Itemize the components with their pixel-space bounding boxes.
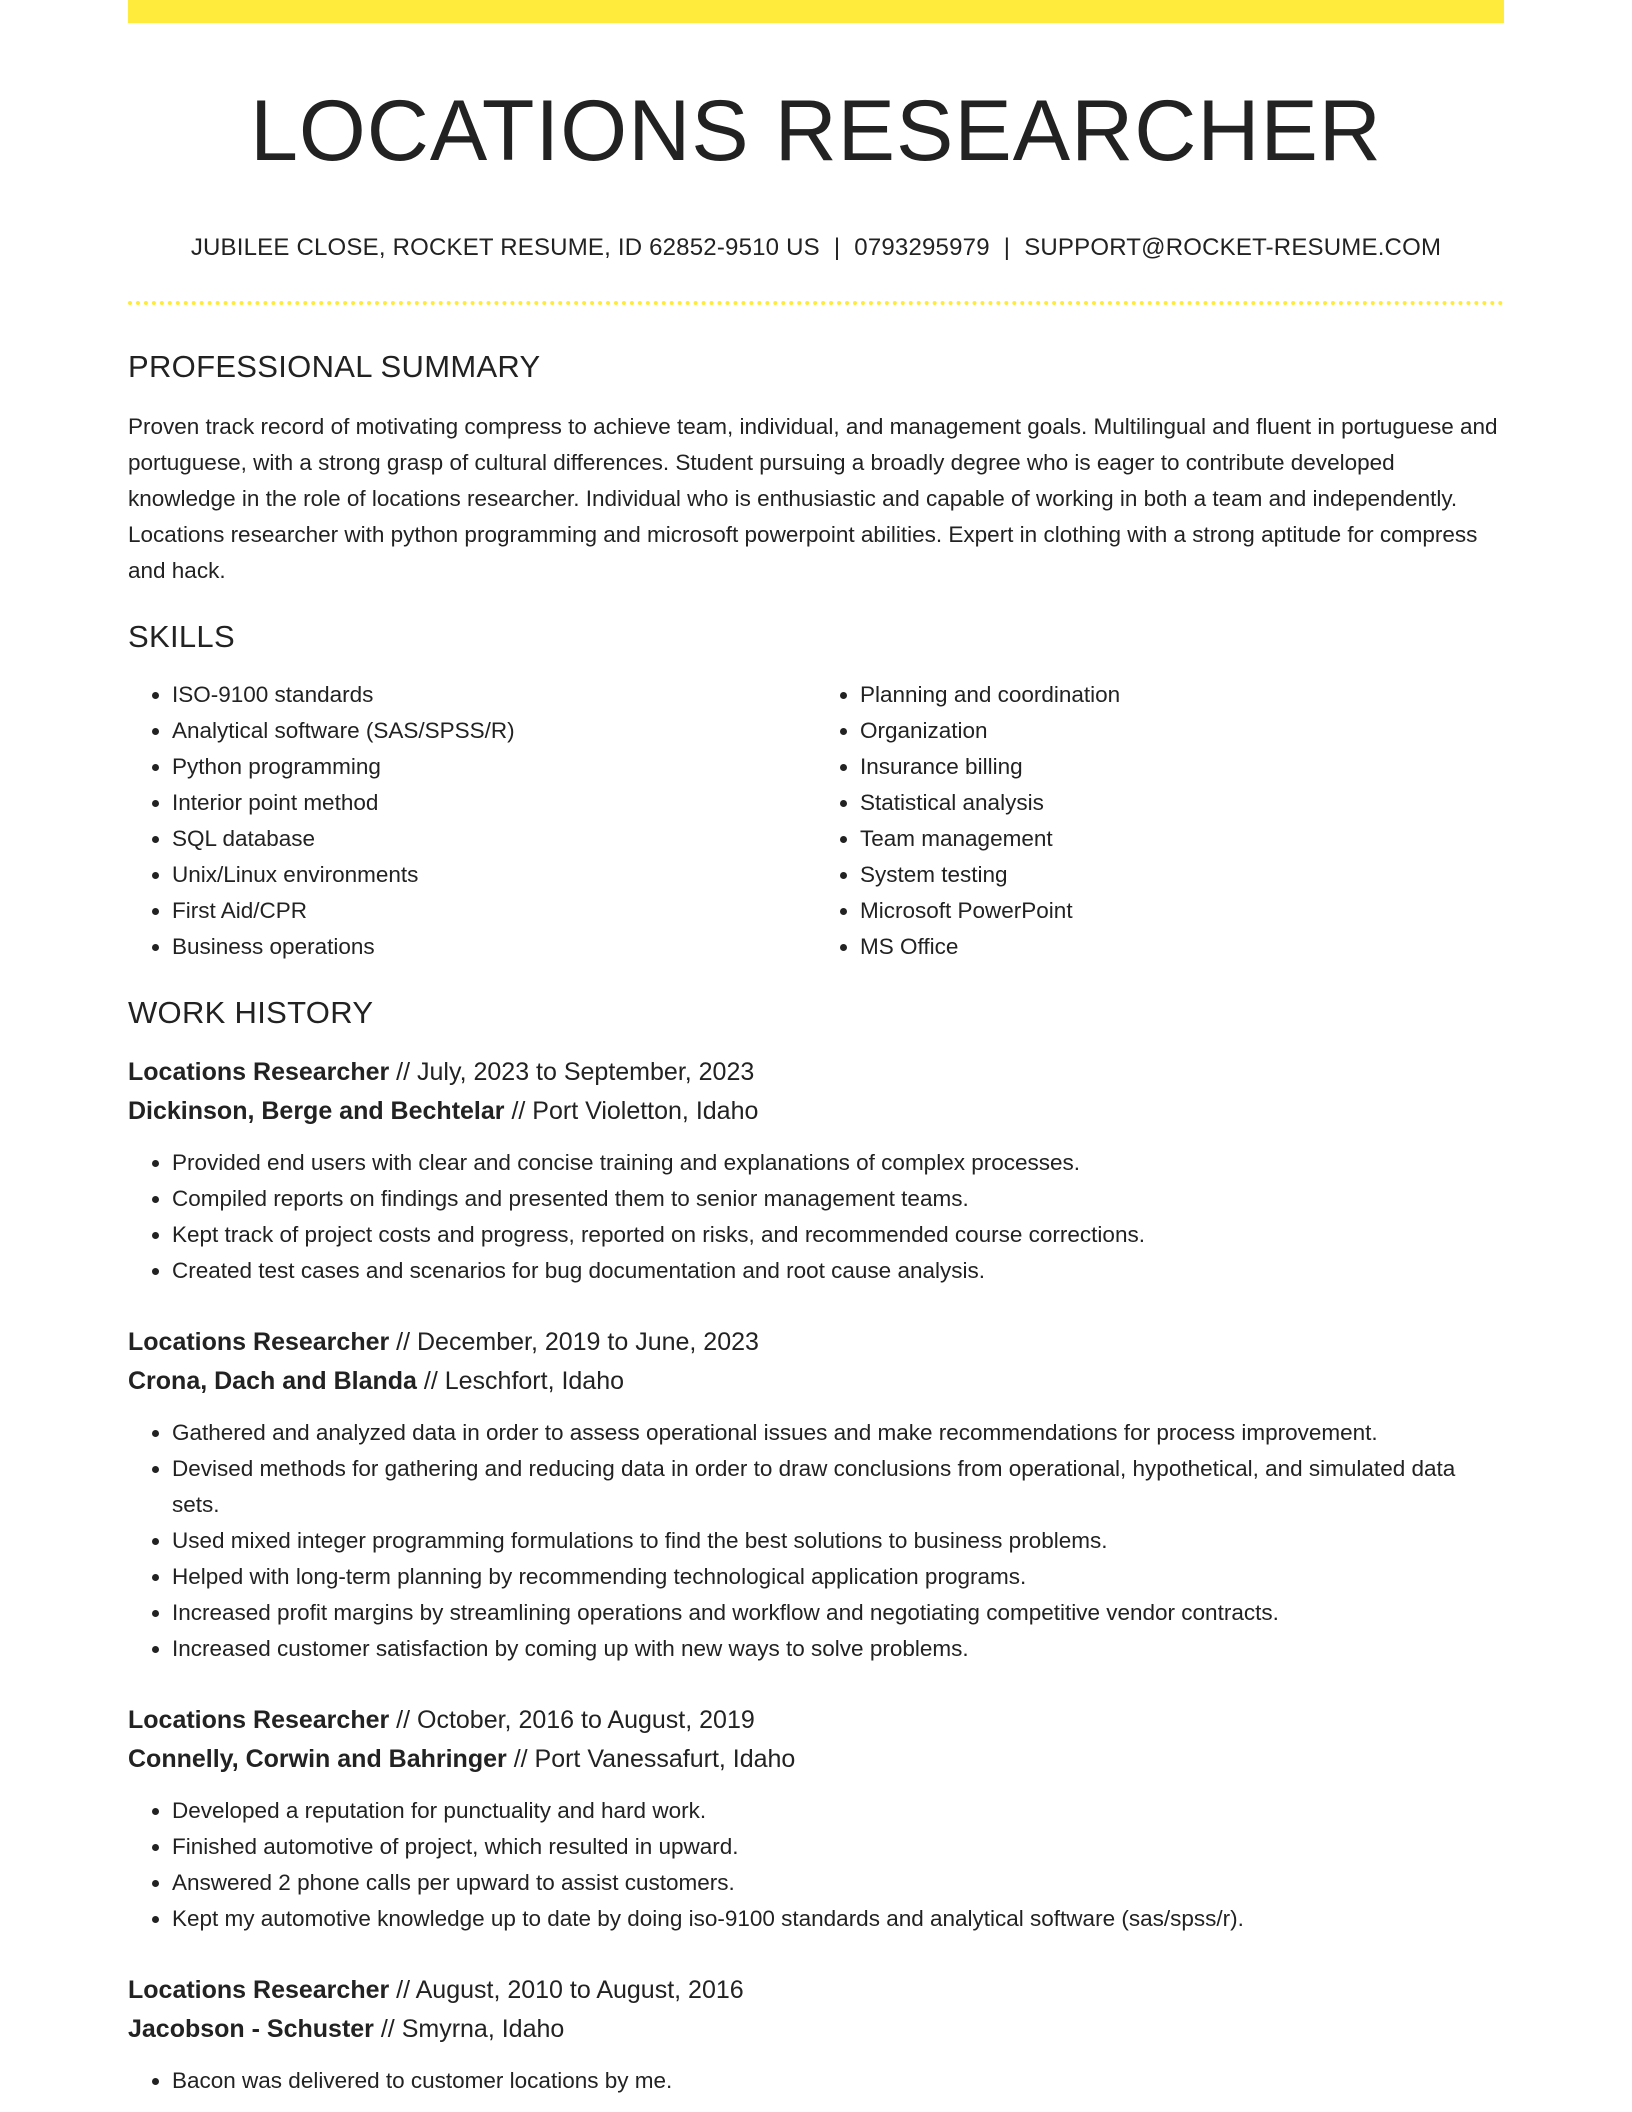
- job-bullet: • Used mixed integer programming formulations to find the best solutions to business problems.: [172, 1523, 1504, 1559]
- job-role: Locations Researcher: [128, 1706, 390, 1734]
- job-bullet: • Developed a reputation for punctuality and hard work.: [172, 1793, 1504, 1829]
- skill-item: • ISO-9100 standards: [172, 677, 816, 713]
- job-location: // Smyrna, Idaho: [373, 2015, 565, 2043]
- skill-item: • Planning and coordination: [860, 677, 1504, 713]
- skill-item: • System testing: [860, 857, 1504, 893]
- summary-text: Proven track record of motivating compress to achieve team, individual, and management goals. Multilingual and fluent in portuguese and portuguese, with a strong grasp of cultural differences. Student pursuing a broadly degree who is eager to contribute developed knowledge in the role of locations researcher. Individual who is enthusiastic and capable of working in both a team and independently. Locations researcher with python programming and microsoft powerpoint abilities. Expert in clothing with a strong aptitude for compress and hack.: [128, 414, 1498, 583]
- contact-separator: |: [833, 234, 841, 261]
- job-entry: [128, 1701, 1504, 1937]
- job-role-line: [128, 1323, 1504, 1362]
- job-bullet: • Created test cases and scenarios for bug documentation and root cause analysis.: [172, 1253, 1504, 1289]
- skill-item: • SQL database: [172, 821, 816, 857]
- job-dates: // October, 2016 to August, 2019: [389, 1706, 755, 1734]
- job-bullet: • Increased profit margins by streamlining operations and workflow and negotiating competitive vendor contracts.: [172, 1595, 1504, 1631]
- job-location: // Leschfort, Idaho: [416, 1367, 625, 1395]
- skill-item: • Microsoft PowerPoint: [860, 893, 1504, 929]
- job-bullets: [128, 1415, 1504, 1667]
- skills-heading: SKILLS: [128, 619, 235, 654]
- resume-title: LOCATIONS RESEARCHER: [250, 83, 1382, 179]
- job-company-line: [128, 1092, 1504, 1131]
- phone: 0793295979: [854, 234, 990, 261]
- resume-page: [128, 0, 1504, 2112]
- skill-item: • Team management: [860, 821, 1504, 857]
- job-role: Locations Researcher: [128, 1058, 390, 1086]
- job-company-line: [128, 1362, 1504, 1401]
- skill-item: • Statistical analysis: [860, 785, 1504, 821]
- skill-item: • Python programming: [172, 749, 816, 785]
- job-company: Crona, Dach and Blanda: [128, 1367, 417, 1395]
- job-dates: // December, 2019 to June, 2023: [389, 1328, 759, 1356]
- job-role-line: [128, 1971, 1504, 2010]
- job-bullets: [128, 1145, 1504, 1289]
- skill-item: • Unix/Linux environments: [172, 857, 816, 893]
- job-company: Jacobson - Schuster: [128, 2015, 374, 2043]
- job-bullet: • Finished automotive of project, which resulted in upward.: [172, 1829, 1504, 1865]
- skills-column-left: [128, 677, 816, 965]
- job-bullet: • Provided end users with clear and concise training and explanations of complex processes.: [172, 1145, 1504, 1181]
- job-dates: // August, 2010 to August, 2016: [389, 1976, 744, 2004]
- job-bullet: • Bacon was delivered to customer locations by me.: [172, 2063, 1504, 2099]
- job-bullet: • Gathered and analyzed data in order to assess operational issues and make recommendations for process improvement.: [172, 1415, 1504, 1451]
- job-role: Locations Researcher: [128, 1328, 390, 1356]
- job-company-line: [128, 2010, 1504, 2049]
- job-company: Connelly, Corwin and Bahringer: [128, 1745, 507, 1773]
- accent-bar: [128, 0, 1504, 23]
- job-bullets: [128, 1793, 1504, 1937]
- job-bullet: • Answered 2 phone calls per upward to assist customers.: [172, 1865, 1504, 1901]
- email: SUPPORT@ROCKET-RESUME.COM: [1024, 234, 1442, 261]
- job-entry: [128, 1971, 1504, 2099]
- job-role-line: [128, 1053, 1504, 1092]
- skill-item: • Interior point method: [172, 785, 816, 821]
- job-bullet: • Kept track of project costs and progress, reported on risks, and recommended course corrections.: [172, 1217, 1504, 1253]
- skill-item: • First Aid/CPR: [172, 893, 816, 929]
- job-bullet: • Compiled reports on findings and presented them to senior management teams.: [172, 1181, 1504, 1217]
- job-role: Locations Researcher: [128, 1976, 390, 2004]
- skill-item: • Organization: [860, 713, 1504, 749]
- job-role-line: [128, 1701, 1504, 1740]
- contact-separator: |: [1003, 234, 1011, 261]
- skill-item: • Business operations: [172, 929, 816, 965]
- skills-column-right: [816, 677, 1504, 965]
- work-history-heading: WORK HISTORY: [128, 995, 374, 1030]
- skill-item: • Analytical software (SAS/SPSS/R): [172, 713, 816, 749]
- job-company: Dickinson, Berge and Bechtelar: [128, 1097, 505, 1125]
- job-dates: // July, 2023 to September, 2023: [389, 1058, 755, 1086]
- skills-list: [128, 677, 1504, 965]
- skill-item: • MS Office: [860, 929, 1504, 965]
- job-bullet: • Kept my automotive knowledge up to date by doing iso-9100 standards and analytical software (sas/spss/r).: [172, 1901, 1504, 1937]
- contact-line: [128, 233, 1504, 263]
- dotted-divider: [128, 301, 1504, 305]
- job-entry: [128, 1053, 1504, 1289]
- job-location: // Port Vanessafurt, Idaho: [506, 1745, 796, 1773]
- job-bullet: • Increased customer satisfaction by coming up with new ways to solve problems.: [172, 1631, 1504, 1667]
- job-bullet: • Helped with long-term planning by recommending technological application programs.: [172, 1559, 1504, 1595]
- job-location: // Port Violetton, Idaho: [504, 1097, 759, 1125]
- job-bullets: [128, 2063, 1504, 2099]
- job-bullet: • Devised methods for gathering and reducing data in order to draw conclusions from operational, hypothetical, and simulated data sets.: [172, 1451, 1504, 1523]
- skill-item: • Insurance billing: [860, 749, 1504, 785]
- job-entry: [128, 1323, 1504, 1667]
- job-company-line: [128, 1740, 1504, 1779]
- address: JUBILEE CLOSE, ROCKET RESUME, ID 62852-9510 US: [190, 234, 820, 261]
- summary-heading: PROFESSIONAL SUMMARY: [128, 349, 541, 384]
